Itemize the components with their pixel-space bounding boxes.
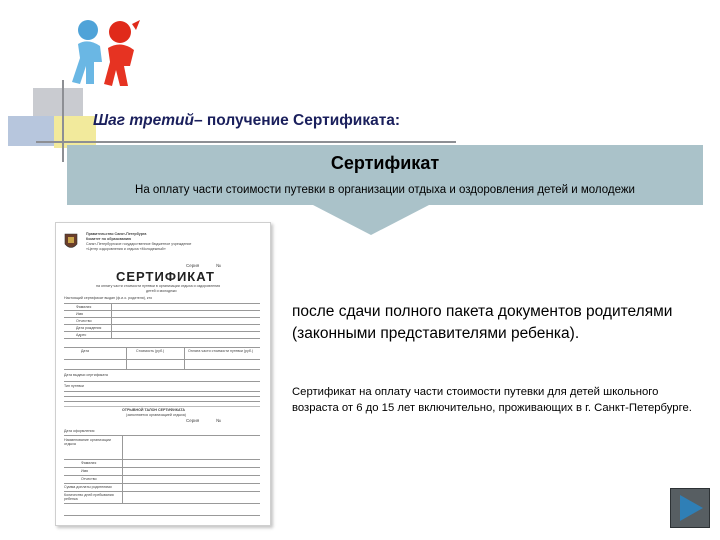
main-text: после сдачи полного пакета документов родителями (законными представителями ребенка).: [292, 303, 673, 342]
play-next-icon: [671, 489, 709, 527]
cert-voucher-type: Тип путевки: [64, 384, 84, 388]
cert-row-label: Дата рождения: [76, 326, 102, 330]
decor-horizontal-line: [36, 141, 456, 143]
banner-title: Сертификат: [330, 153, 440, 173]
tear-row-label: Количество дней пребывания ребенка: [64, 493, 114, 502]
tear-row-label: Дата оформления: [64, 429, 95, 433]
cert-header-line: Правительство Санкт-Петербурга: [86, 232, 147, 236]
children-logo-icon: [66, 18, 146, 88]
cert-row-label: Имя: [76, 312, 83, 316]
cert-subheading: детей и молодежи: [146, 289, 177, 293]
cert-row-label: Отчество: [76, 319, 92, 323]
tear-row-label: Фамилия: [81, 461, 97, 465]
cert-heading: СЕРТИФИКАТ: [116, 269, 215, 284]
decor-yellow-block: [54, 116, 96, 148]
decor-vertical-line: [62, 80, 64, 162]
certificate-image: [55, 222, 271, 526]
page-title: [93, 112, 400, 130]
step-description: – получение Сертификата:: [193, 112, 401, 129]
cert-series-label: Серия: [186, 263, 200, 268]
cert-header-line: Комитет по образованию: [86, 237, 132, 241]
cert-table-header: Оплата части стоимости путевки (руб.): [188, 349, 254, 353]
certificate-banner: [67, 145, 703, 205]
tear-off-heading: ОТРЫВНОЙ ТАЛОН СЕРТИФИКАТА: [122, 408, 185, 412]
emblem-icon: [64, 233, 78, 251]
tear-row-label: Сумма доплаты родителями: [64, 485, 112, 489]
next-slide-button[interactable]: [670, 488, 710, 528]
cert-header-line: «Центр оздоровления и отдыха «Молодежный»: [86, 247, 166, 251]
tear-row-label: Имя: [81, 469, 88, 473]
tear-off-subheading: (заполняется организацией отдыха): [126, 413, 186, 417]
tear-row-label: Наименование организации отдыха: [64, 438, 111, 447]
cert-issue-date: Дата выдачи сертификата: [64, 373, 108, 377]
tear-series-label: Серия: [186, 418, 200, 423]
tear-number-label: №: [216, 418, 221, 423]
cert-header-line: Санкт-Петербургское государственное бюджетное учреждение: [86, 242, 192, 246]
cert-row-label: Фамилия: [76, 305, 92, 309]
cert-issued-to: Настоящий сертификат выдан (ф.и.о. родителя), кто: [64, 296, 153, 300]
secondary-text: Сертификат на оплату части стоимости путевки для детей школьного возраста от 6 до 15 лет включительно, проживающих в г. Санкт-Петербурге.: [292, 386, 692, 414]
cert-table-header: Дата: [81, 349, 89, 353]
down-arrow-icon: [313, 205, 429, 235]
banner-subtitle: На оплату части стоимости путевки в организации отдыха и оздоровления детей и молодежи: [135, 184, 635, 196]
cert-table-header: Стоимость (руб.): [136, 349, 165, 353]
tear-row-label: Отчество: [81, 477, 97, 481]
cert-number-label: №: [216, 263, 221, 268]
cert-row-label: Адрес: [76, 333, 87, 337]
step-label: Шаг третий: [93, 112, 194, 129]
cert-subheading: на оплату части стоимости путевки в организации отдыха и оздоровления: [96, 284, 221, 288]
